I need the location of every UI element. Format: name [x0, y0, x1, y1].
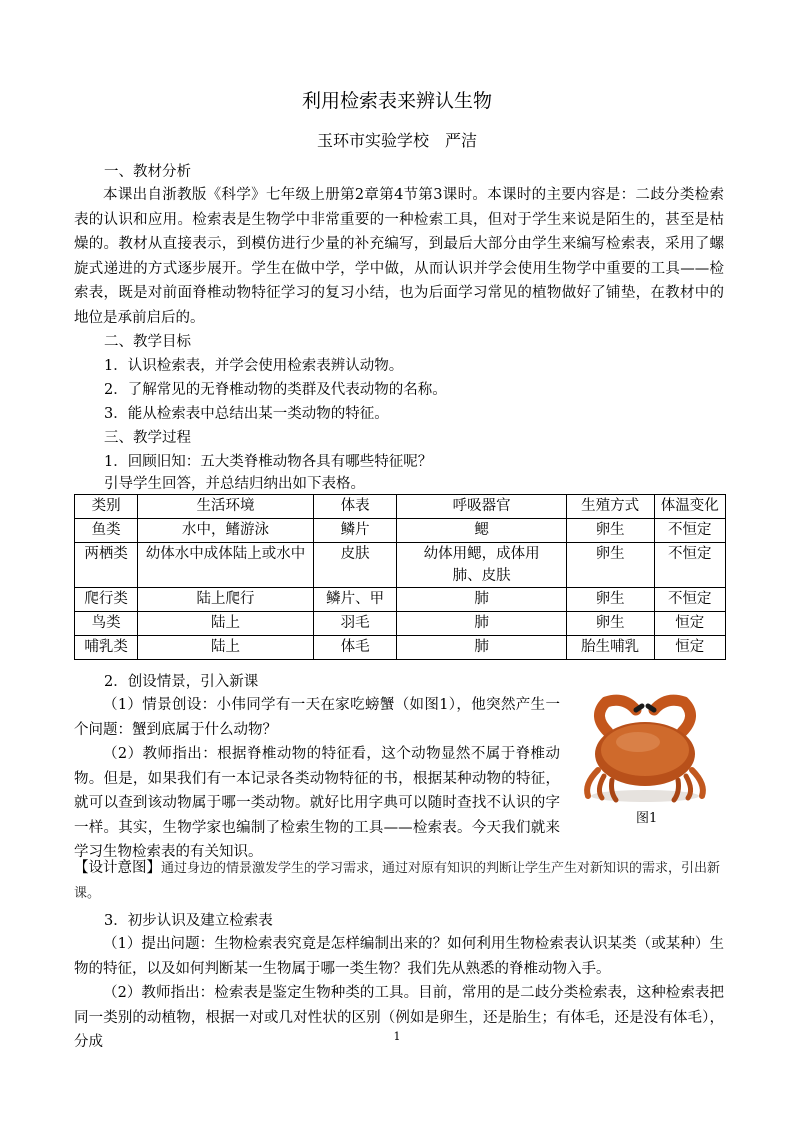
table-cell: 卵生	[566, 519, 654, 543]
section-heading-process: 三、教学过程	[104, 430, 191, 446]
table-row	[75, 588, 726, 612]
author-line: 玉环市实验学校 严洁	[316, 131, 477, 150]
page-title: 利用检索表来辨认生物	[301, 90, 492, 112]
table-cell: 水中，鳍游泳	[138, 519, 314, 543]
analysis-paragraph: 本课出自浙教版《科学》七年级上册第2章第4节第3课时。本课时的主要内容是：二歧分类检索表的认识和应用。检索表是生物学中非常重要的一种检索工具，但对于学生来说是陌生的，甚至是枯燥的。教材从直接表示，到模仿进行少量的补充编写，到最后大部分由学生来编写检索表，采用了螺旋式递进的方式逐步展开。学生在做中学，学中做，从而认识并学会使用生物学中重要的工具——检索表，既是对前面脊椎动物特征学习的复习小结，也为后面学习常见的植物做好了铺垫，在教材中的地位是承前启后的。	[74, 187, 724, 326]
goal-item: 2．了解常见的无脊椎动物的类群及代表动物的名称。	[104, 382, 447, 398]
design-intent-label: 【设计意图】	[74, 860, 161, 876]
table-cell: 皮肤	[313, 543, 397, 588]
design-intent-text: 通过身边的情景激发学生的学习需求，通过对原有知识的判断让学生产生对新知识的需求，引出新课。	[74, 861, 721, 901]
design-intent	[74, 856, 724, 906]
table-cell: 肺	[397, 588, 566, 612]
table-row	[75, 519, 726, 543]
table-cell: 鳃	[397, 519, 566, 543]
table-cell: 卵生	[566, 612, 654, 636]
teacher-explanation-paragraph: （2）教师指出：检索表是鉴定生物种类的工具。目前，常用的是二歧分类检索表，这种检索表把同一类别的动植物，根据一对或几对性状的区别（例如是卵生，还是胎生；有体毛，还是没有体毛），分成	[74, 985, 724, 1050]
question-paragraph: （1）提出问题：生物检索表究竟是怎样编制出来的？如何利用生物检索表认识某类（或某种）生物的特征，以及如何判断某一生物属于哪一类生物？我们先从熟悉的脊椎动物入手。	[74, 936, 724, 977]
table-row	[75, 543, 726, 588]
vertebrate-table	[74, 494, 726, 660]
table-cell: 鳞片	[313, 519, 397, 543]
table-cell: 肺	[397, 636, 566, 660]
table-cell: 胎生哺乳	[566, 636, 654, 660]
table-cell: 鸟类	[75, 612, 138, 636]
table-header-cell: 体温变化	[654, 495, 725, 519]
table-cell: 体毛	[313, 636, 397, 660]
step1-heading: 1．回顾旧知：五大类脊椎动物各具有哪些特征呢？	[104, 454, 433, 470]
table-header-cell: 生殖方式	[566, 495, 654, 519]
table-cell: 肺	[397, 612, 566, 636]
table-cell: 幼体用鳃，成体用肺、皮肤	[397, 543, 566, 588]
table-header-cell: 呼吸器官	[397, 495, 566, 519]
table-cell: 恒定	[654, 612, 725, 636]
scenario-paragraph: （1）情景创设：小伟同学有一天在家吃螃蟹（如图1），他突然产生一个问题：蟹到底属于什么动物？	[74, 697, 560, 738]
table-cell: 陆上	[138, 636, 314, 660]
table-cell: 爬行类	[75, 588, 138, 612]
step2-heading: 2．创设情景，引入新课	[104, 674, 259, 690]
table-cell: 两栖类	[75, 543, 138, 588]
table-cell: 恒定	[654, 636, 725, 660]
teacher-paragraph: （2）教师指出：根据脊椎动物的特征看，这个动物显然不属于脊椎动物。但是，如果我们有一本记录各类动物特征的书，根据某种动物的特征，就可以查到该动物属于哪一类动物。就好比用字典可以随时查找不认识的字一样。其实，生物学家也编制了检索生物的工具——检索表。今天我们就来学习生物检索表的有关知识。	[74, 746, 560, 860]
goal-item: 1．认识检索表，并学会使用检索表辨认动物。	[104, 358, 404, 374]
table-cell: 不恒定	[654, 543, 725, 588]
table-row	[75, 636, 726, 660]
section-heading-analysis: 一、教材分析	[104, 164, 191, 180]
table-header-cell: 生活环境	[138, 495, 314, 519]
step1-subtext: 引导学生回答，并总结归纳出如下表格。	[104, 476, 365, 492]
table-cell: 鱼类	[75, 519, 138, 543]
table-cell: 不恒定	[654, 519, 725, 543]
figure-caption: 图1	[636, 811, 658, 826]
table-cell: 幼体水中成体陆上或水中	[138, 543, 314, 588]
table-cell: 不恒定	[654, 588, 725, 612]
table-cell: 卵生	[566, 543, 654, 588]
table-row	[75, 612, 726, 636]
table-cell: 陆上爬行	[138, 588, 314, 612]
table-cell: 鳞片、甲	[313, 588, 397, 612]
table-cell: 陆上	[138, 612, 314, 636]
table-header-cell: 体表	[313, 495, 397, 519]
table-cell: 哺乳类	[75, 636, 138, 660]
section-heading-goals: 二、教学目标	[104, 334, 191, 350]
goal-item: 3．能从检索表中总结出某一类动物的特征。	[104, 406, 389, 422]
table-cell: 羽毛	[313, 612, 397, 636]
step3-heading: 3．初步认识及建立检索表	[104, 913, 273, 929]
table-header-row	[75, 495, 726, 519]
table-cell: 卵生	[566, 588, 654, 612]
crab-image	[578, 692, 712, 804]
page-number: 1	[393, 1030, 401, 1043]
table-header-cell: 类别	[75, 495, 138, 519]
